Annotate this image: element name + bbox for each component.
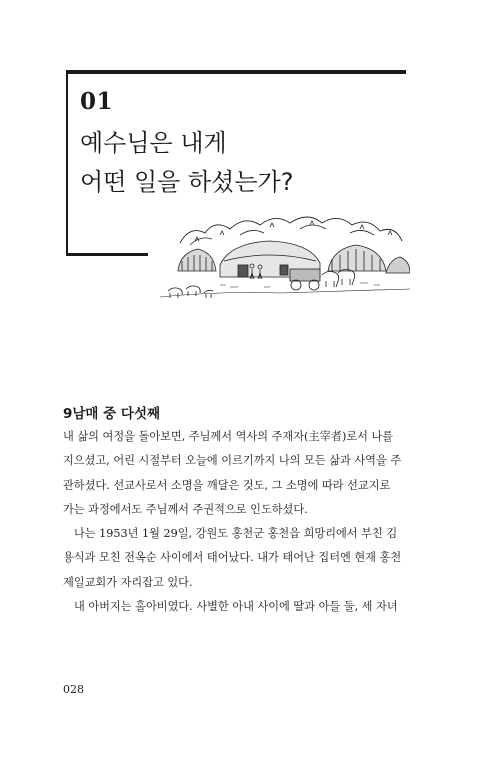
text-line: 가는 과정에서도 주님께서 주권적으로 인도하셨다.	[63, 502, 308, 516]
section-heading: 9남매 중 다섯째	[63, 406, 161, 422]
chapter-number: 01	[80, 88, 114, 115]
paragraph-1	[63, 425, 413, 522]
body-text	[63, 425, 413, 619]
text-line: 나는 1953년 1월 29일, 강원도 홍천군 홍천읍 희망리에서 부친 김	[74, 527, 398, 541]
chapter-title-line-2: 어떤 일을 하셨는가?	[80, 168, 294, 196]
chapter-frame-left-rule	[66, 70, 68, 256]
paragraph-2	[63, 522, 413, 595]
chapter-frame-bottom-rule	[66, 253, 148, 256]
village-huts-illustration-icon	[160, 205, 410, 300]
text-line: 지으셨고, 어린 시절부터 오늘에 이르기까지 나의 모든 삶과 사역을 주	[63, 454, 402, 468]
page-number: 028	[63, 683, 84, 696]
chapter-title	[80, 124, 293, 202]
text-line: 내 삶의 여정을 돌아보면, 주님께서 역사의 주재자(主宰者)로서 나를	[63, 430, 394, 443]
text-line: 관하셨다. 선교사로서 소명을 깨달은 것도, 그 소명에 따라 선교지로	[63, 478, 391, 492]
text-line: 내 아버지는 홀아비였다. 사별한 아내 사이에 딸과 아들 둘, 세 자녀	[74, 600, 398, 614]
chapter-title-line-1: 예수님은 내게	[80, 129, 227, 157]
text-line: 용식과 모친 전옥순 사이에서 태어났다. 내가 태어난 집터엔 현재 홍천	[63, 551, 402, 565]
chapter-frame-top-rule	[66, 70, 406, 74]
text-line: 제일교회가 자리잡고 있다.	[63, 575, 193, 589]
paragraph-3	[63, 595, 413, 619]
